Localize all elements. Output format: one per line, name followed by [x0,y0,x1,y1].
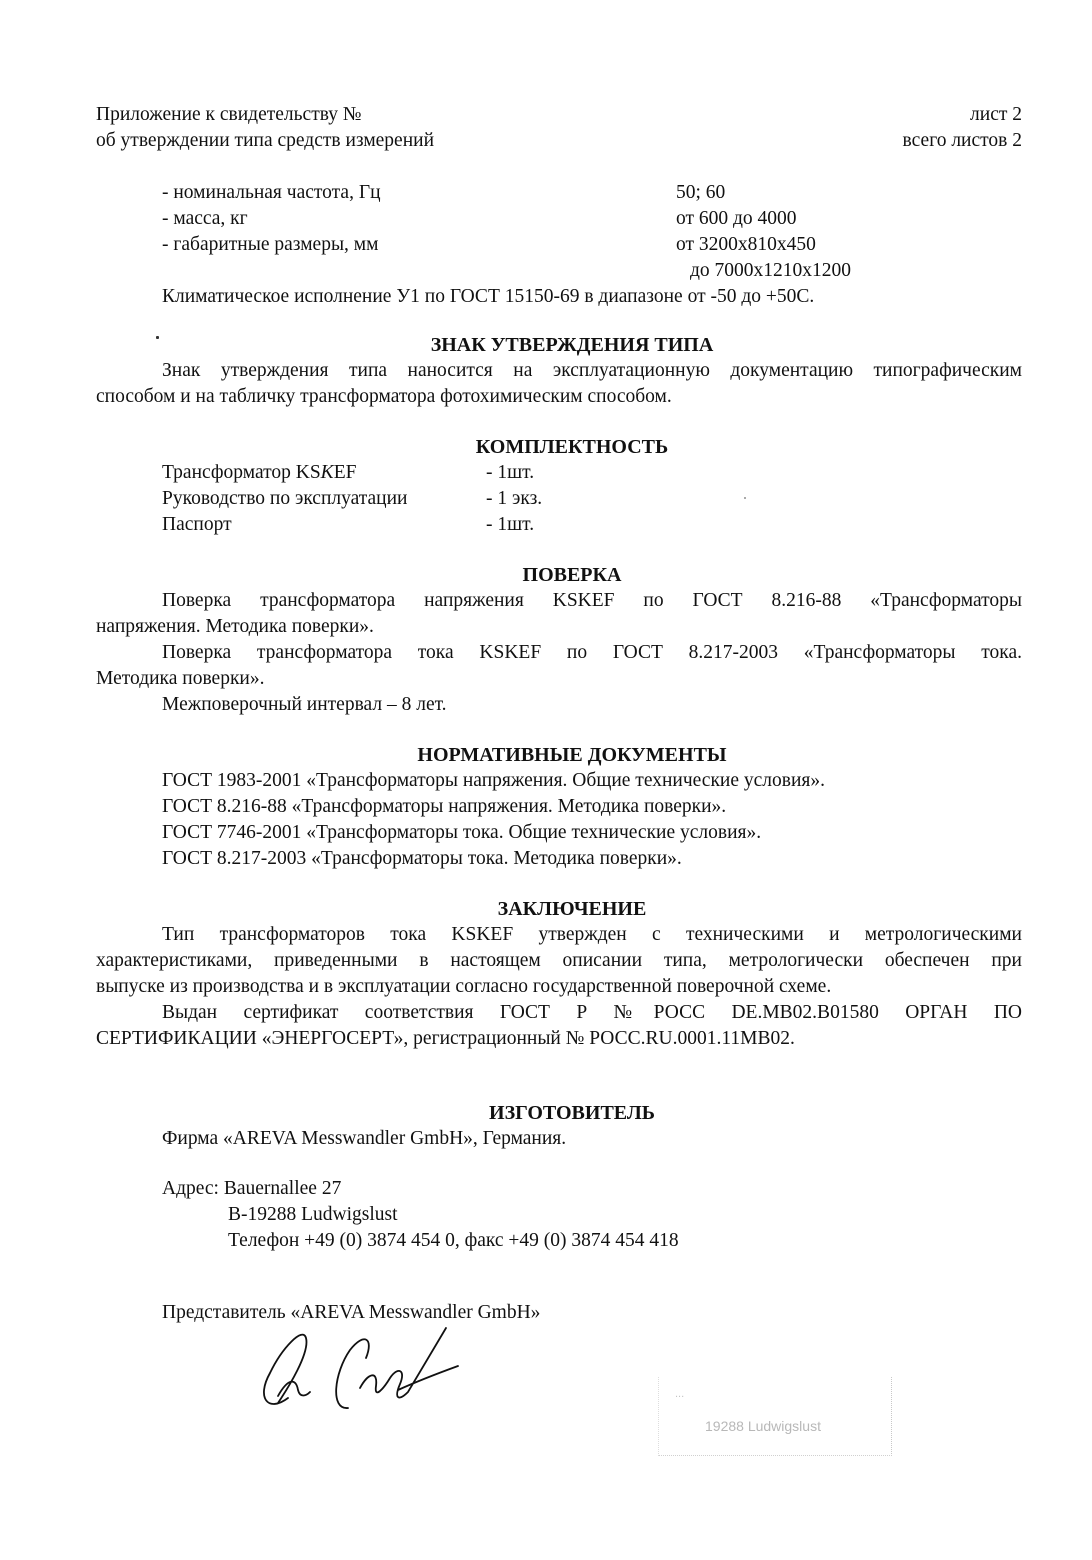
completeness-item-qty: - 1шт. [486,514,535,535]
conclusion-p2-line2: СЕРТИФИКАЦИИ «ЭНЕРГОСЕРТ», регистрационный № РОСС.RU.0001.11MB02. [96,1028,795,1049]
verification-p2-line2: Методика поверки». [96,668,265,689]
completeness-item-qty: - 1 экз. [486,488,543,509]
stamp-line1: ... [675,1388,685,1400]
completeness-item-name: Руководство по эксплуатации [162,488,408,509]
normative-doc-item: ГОСТ 8.217-2003 «Трансформаторы тока. Методика поверки». [162,848,682,869]
company-stamp [658,1377,892,1456]
item-name-suffix: EF [333,462,357,483]
signature-icon [248,1318,488,1418]
approval-text-line1: Знак утверждения типа наносится на эксплуатационную документацию типографическим [162,360,1022,381]
sheet-total: всего листов 2 [902,130,1022,151]
spec-label: - габаритные размеры, мм [162,234,379,255]
spec-value: 50; 60 [676,182,726,203]
normative-doc-item: ГОСТ 7746-2001 «Трансформаторы тока. Общие технические условия». [162,822,762,843]
representative-label: Представитель «AREVA Messwandler GmbH» [162,1302,541,1323]
spec-value-2: до 7000x1210x1200 [690,260,852,281]
section-title-approval-mark: ЗНАК УТВЕРЖДЕНИЯ ТИПА [430,334,714,356]
completeness-item-name [162,460,356,486]
manufacturer-phone-fax: Телефон +49 (0) 3874 454 0, факс +49 (0) 3874 454 418 [228,1230,679,1251]
verification-p1-line1: Поверка трансформатора напряжения KSKEF по ГОСТ 8.216-88 «Трансформаторы [162,590,1022,611]
conclusion-p1-line3: выпуске из производства и в эксплуатации согласно государственной поверочной схеме. [96,976,832,997]
approval-text-line2: способом и на табличку трансформатора фотохимическим способом. [96,386,672,407]
section-title-manufacturer: ИЗГОТОВИТЕЛЬ [489,1102,655,1124]
completeness-item-name: Паспорт [162,514,232,535]
verification-interval: Межповерочный интервал – 8 лет. [162,694,447,715]
conclusion-p1-line2: характеристиками, приведенными в настоящем описании типа, метрологически обеспечен при [96,950,1022,971]
header-left-line1: Приложение к свидетельству № [96,104,362,125]
manufacturer-address-line1: Адрес: Bauernallee 27 [162,1178,342,1199]
spec-label: - масса, кг [162,208,248,229]
normative-doc-item: ГОСТ 1983-2001 «Трансформаторы напряжения. Общие технические условия». [162,770,825,791]
spec-label: - номинальная частота, Гц [162,182,381,203]
manufacturer-firm: Фирма «AREVA Messwandler GmbH», Германия. [162,1128,567,1149]
completeness-item-qty: - 1шт. [486,462,535,483]
manufacturer-address-line2: B-19288 Ludwigslust [228,1204,398,1225]
section-title-completeness: КОМПЛЕКТНОСТЬ [475,436,669,458]
sheet-number: лист 2 [970,104,1022,125]
item-name-k: K [320,462,334,483]
item-name-prefix: Трансформатор KS [162,462,321,483]
spec-value: от 600 до 4000 [676,208,797,229]
header-left-line2: об утверждении типа средств измерений [96,130,435,151]
conclusion-p1-line1: Тип трансформаторов тока KSKEF утвержден с техническими и метрологическими [162,924,1022,945]
stamp-line-city: 19288 Ludwigslust [705,1418,821,1434]
section-title-conclusion: ЗАКЛЮЧЕНИЕ [497,898,647,920]
spec-value: от 3200x810x450 [676,234,816,255]
section-title-normative-docs: НОРМАТИВНЫЕ ДОКУМЕНТЫ [417,744,727,766]
scan-speck [744,497,746,499]
verification-p2-line1: Поверка трансформатора тока KSKEF по ГОСТ 8.217-2003 «Трансформаторы тока. [162,642,1022,663]
section-title-verification: ПОВЕРКА [522,564,622,586]
conclusion-p2-line1: Выдан сертификат соответствия ГОСТ Р №РОСС DE.MB02.B01580 ОРГАН ПО [162,1002,1022,1023]
verification-p1-line2: напряжения. Методика поверки». [96,616,374,637]
climate-line: Климатическое исполнение У1 по ГОСТ 15150-69 в диапазоне от -50 до +50С. [162,286,815,307]
normative-doc-item: ГОСТ 8.216-88 «Трансформаторы напряжения. Методика поверки». [162,796,727,817]
